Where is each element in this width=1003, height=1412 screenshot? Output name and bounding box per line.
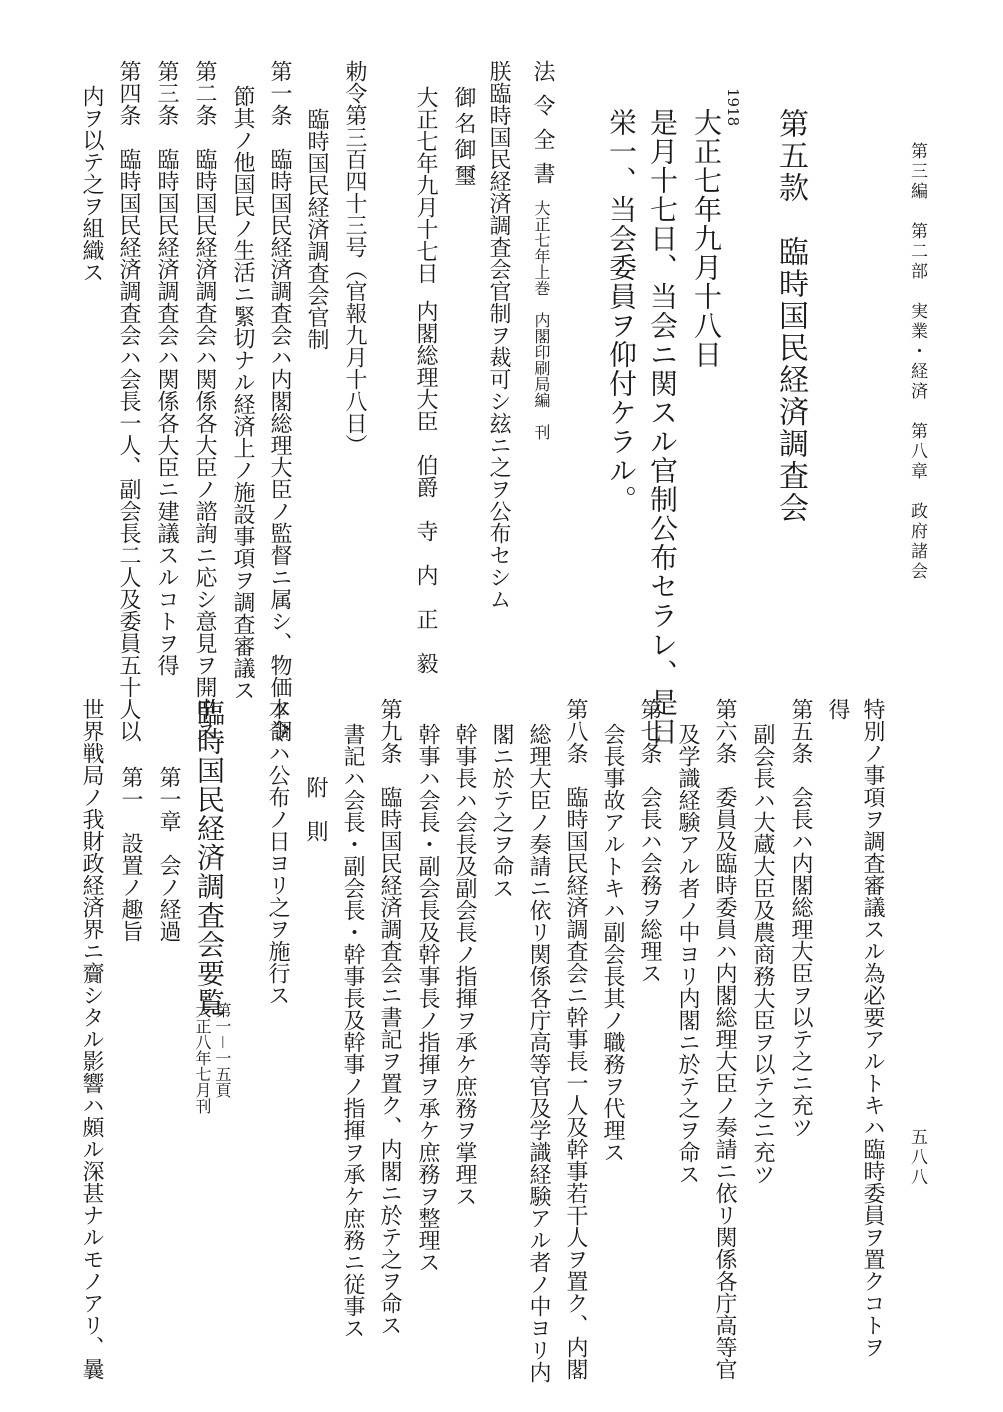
article-8c: 閣ニ於テ之ヲ命ス	[489, 723, 514, 899]
article-6b: 及学識経験アル者ノ中ヨリ内閣ニ於テ之ヲ命ス	[675, 723, 700, 1185]
subsection-heading: 第一 設置ノ趣旨	[118, 766, 143, 942]
ordinance-title: 臨時国民経済調査会官制	[304, 108, 329, 350]
entry-line-1: 是月十七日、当会ニ関スル官制公布セラレ、是日	[646, 108, 679, 746]
article-5-para-2: 副会長ハ大蔵大臣及農商務大臣ヲ以テ之ニ充ツ	[750, 723, 775, 1185]
year-note: 1918	[724, 88, 742, 127]
article-8-para-2: 幹事長ハ会長及副会長ノ指揮ヲ承ケ庶務ヲ掌理ス	[452, 723, 477, 1207]
article-4a: 第四条 臨時国民経済調査会ハ会長一人、副会長二人及委員五十人以	[116, 60, 141, 742]
article-7: 第七条 会長ハ会務ヲ総理ス	[637, 698, 662, 984]
article-8b: 総理大臣ノ奏請ニ依リ関係各庁高等官及学識経験アル者ノ中ヨリ内	[526, 723, 551, 1383]
article-1a: 第一条 臨時国民経済調査会ハ内閣総理大臣ノ監督ニ属シ、物価ノ調	[267, 60, 292, 742]
text-line-1: 特別ノ事項ヲ調査審議スル為必要アルトキハ臨時委員ヲ置クコトヲ	[860, 698, 885, 1358]
source-label: 法令全書	[530, 60, 555, 196]
supplementary-heading: 附 則	[303, 776, 328, 842]
page-number: 五八八	[907, 1128, 927, 1188]
article-2: 第二条 臨時国民経済調査会ハ関係各大臣ノ諮詢ニ応シ意見ヲ開申ス	[192, 60, 217, 742]
source-pages: 第一－一五頁	[213, 1002, 232, 1099]
entry-date: 大正七年九月十八日	[690, 108, 723, 369]
chapter-heading: 第一章 会ノ経過	[156, 766, 181, 942]
article-1b: 節其ノ他国民ノ生活ニ緊切ナル経済上ノ施設事項ヲ調査審議ス	[230, 85, 255, 701]
supplementary-text: 本令ハ公布ノ日ヨリ之ヲ施行ス	[265, 698, 290, 1006]
text-line-final: 世界戦局ノ我財政経済界ニ齎シタル影響ハ頗ル深甚ナルモノアリ、曩	[79, 698, 104, 1380]
minister-signature: 内閣総理大臣 伯爵 寺 内 正 毅	[413, 300, 438, 674]
ordinance-number: 勅令第三百四十三号（官報九月十八日）	[342, 60, 367, 456]
article-8-para-3: 幹事ハ会長・副会長及幹事長ノ指揮ヲ承ケ庶務ヲ整理ス	[415, 723, 440, 1273]
article-4b: 内ヲ以テ之ヲ組織ス	[79, 85, 104, 283]
article-3: 第三条 臨時国民経済調査会ハ関係各大臣ニ建議スルコトヲ得	[154, 60, 179, 676]
article-7-para-2: 会長事故アルトキハ副会長其ノ職務ヲ代理ス	[600, 723, 625, 1163]
article-8a: 第八条 臨時国民経済調査会ニ幹事長一人及幹事若干人ヲ置ク、内閣	[563, 698, 588, 1380]
text-line-2: 得	[825, 698, 850, 720]
article-9-para-2: 書記ハ会長・副会長・幹事長及幹事ノ指揮ヲ承ケ庶務ニ従事ス	[340, 723, 365, 1339]
source-title-2: 臨時国民経済調査会要覧	[193, 698, 226, 1017]
article-5: 第五条 会長ハ内閣総理大臣ヲ以テ之ニ充ツ	[788, 698, 813, 1138]
edict-date: 大正七年九月十七日	[413, 86, 438, 284]
running-header: 第三編 第二部 実業・経済 第八章 政府諸会	[907, 142, 927, 582]
article-9: 第九条 臨時国民経済調査会ニ書記ヲ置ク、内閣ニ於テ之ヲ命ス	[377, 698, 402, 1336]
edict-line: 朕臨時国民経済調査会官制ヲ裁可シ玆ニ之ヲ公布セシム	[486, 60, 511, 610]
source-pub-date: 大正八年七月刊	[193, 1002, 212, 1114]
section-title: 第五款 臨時国民経済調査会	[773, 108, 808, 524]
source-detail: 大正七年上巻 内閣印刷局編 刊	[532, 200, 551, 440]
imperial-seal: 御名御璽	[451, 86, 476, 190]
article-6a: 第六条 委員及臨時委員ハ内閣総理大臣ノ奏請ニ依リ関係各庁高等官	[712, 698, 737, 1380]
entry-line-2: 栄一、当会委員ヲ仰付ケラル。	[605, 108, 638, 514]
